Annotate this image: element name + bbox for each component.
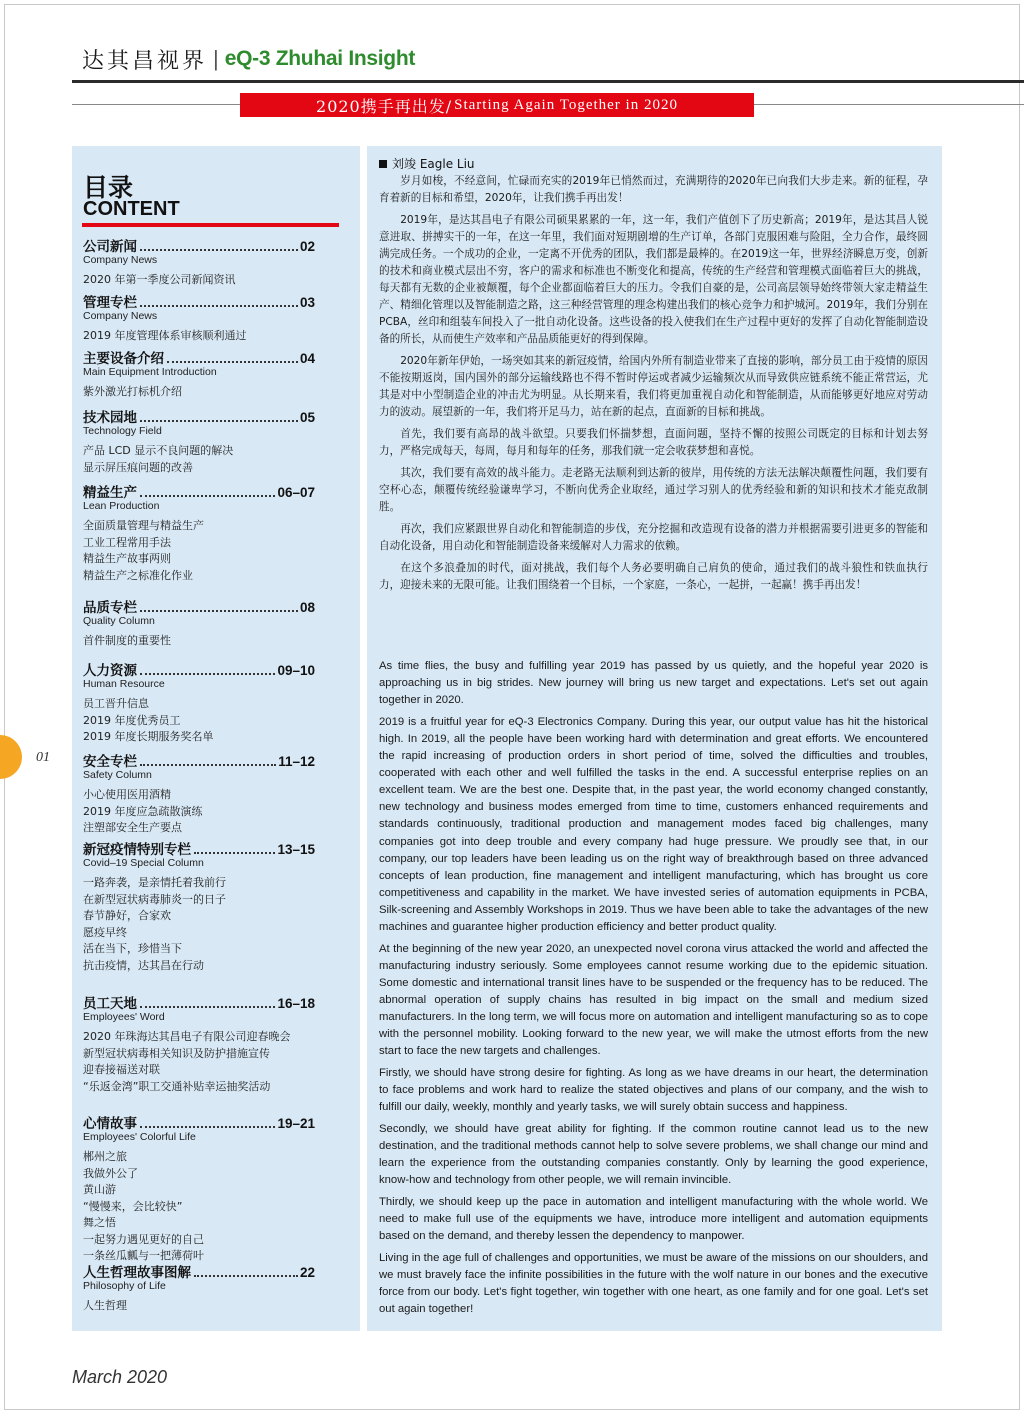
toc-section-title: 新冠疫情特别专栏 bbox=[83, 842, 191, 858]
toc-item[interactable]: 2019 年度应急疏散演练 bbox=[83, 804, 203, 818]
toc-section-title: 员工天地 bbox=[83, 996, 137, 1012]
toc-section-page: 19–21 bbox=[277, 1116, 315, 1131]
toc-item[interactable]: “乐返金湾”职工交通补贴幸运抽奖活动 bbox=[83, 1079, 271, 1093]
toc-section-title: 主要设备介绍 bbox=[83, 351, 164, 367]
toc-item[interactable]: 小心使用医用酒精 bbox=[83, 788, 171, 801]
toc-item[interactable]: 人生哲理 bbox=[83, 1299, 127, 1312]
page-number: 01 bbox=[36, 750, 50, 765]
toc-section-subtitle: Employees' Colorful Life bbox=[83, 1131, 196, 1143]
toc-section-header bbox=[83, 291, 315, 309]
author-name: 刘竣 Eagle Liu bbox=[392, 157, 475, 171]
toc-section[interactable] bbox=[83, 291, 315, 345]
toc-section-header bbox=[83, 406, 315, 424]
toc-item-list bbox=[83, 1149, 315, 1265]
toc-item[interactable]: 郴州之旅 bbox=[83, 1150, 127, 1163]
toc-item[interactable]: 活在当下，珍惜当下 bbox=[83, 942, 182, 955]
toc-section-subtitle: Employees' Word bbox=[83, 1011, 165, 1023]
toc-item[interactable]: 一条丝瓜瓤与一把薄荷叶 bbox=[83, 1249, 204, 1262]
toc-leader-dots bbox=[140, 305, 298, 307]
toc-item[interactable]: 愿疫早终 bbox=[83, 925, 127, 939]
toc-item-list bbox=[83, 875, 315, 974]
article-body-en bbox=[379, 658, 928, 1323]
header-rule bbox=[72, 80, 1024, 83]
toc-section-title: 公司新闻 bbox=[83, 239, 137, 255]
toc-leader-dots bbox=[140, 249, 298, 251]
toc-item[interactable]: 注塑部安全生产要点 bbox=[83, 821, 182, 834]
toc-item-list bbox=[83, 518, 315, 584]
toc-item[interactable]: 抗击疫情，达其昌在行动 bbox=[83, 958, 204, 972]
toc-section-page: 04 bbox=[299, 351, 315, 366]
toc-item[interactable]: 员工晋升信息 bbox=[83, 697, 149, 710]
toc-title-en: CONTENT bbox=[83, 198, 180, 220]
toc-item-list bbox=[83, 328, 315, 345]
toc-section-header bbox=[83, 659, 315, 677]
toc-section-subtitle: Main Equipment Introduction bbox=[83, 366, 217, 378]
article-paragraph-en: 2019 is a fruitful year for eQ-3 Electronics Company. During this year, our output value has hit the historical high. In 2019, all the people have been working hard with determination and great efforts. We encountered the rapid increasing of production orders in short period of time, solved the difficulties and troubles, cooperated with each other and well fulfilled the tasks in the end. A successful enterprise replies on an excellent team. We are the best one. Despite that, in the past year, the world economy changed constantly, new technology and business modes emerged from time to time, customers enhanced requirements and standards continuously, traditional production and management modes faced big challenges, many companies got into deep trouble and every company had huge pressure. We proudly see that, in our company, our top leaders have been leading us on the right way of breakthrough based on three advanced concepts of lean production, fine management and intelligent manufacturing, which has brought us core competitiveness and capability in the market. We have invested series of automation equipments in PCBA, Silk-screening and Assembly Workshops in 2019. Thus we have been able to take the advantages of the new machines and guarantee higher production efficiency and better product quality. bbox=[379, 715, 928, 933]
toc-section[interactable] bbox=[83, 481, 315, 584]
toc-section-header bbox=[83, 992, 315, 1010]
toc-section-page: 13–15 bbox=[277, 842, 315, 857]
toc-item[interactable]: 显示屏压痕问题的改善 bbox=[83, 460, 193, 474]
toc-title-rule bbox=[82, 223, 339, 227]
toc-section[interactable] bbox=[83, 838, 315, 974]
article-paragraph-cn: 2020年新年伊始，一场突如其来的新冠疫情，给国内外所有制造业带来了直接的影响，部分员工由于疫情的原因不能按期返岗，国内国外的部分运输线路也不得不暂时停运或者减少运输频次从而导致供应链系统不能正常营运，尤其是对中小型制造企业的冲击尤为明显。从长期来看，我们将更加重视自动化和智能制造，从而能够更好地应对劳动力的波动。展望新的一年，我们将开足马力，站在新的起点，直面新的目标和挑战。 bbox=[379, 355, 928, 419]
toc-section-subtitle: Technology Field bbox=[83, 425, 162, 437]
toc-leader-dots bbox=[140, 673, 275, 675]
toc-item[interactable]: 精益生产故事两则 bbox=[83, 552, 171, 565]
toc-section[interactable] bbox=[83, 347, 315, 401]
toc-leader-dots bbox=[140, 495, 275, 497]
brand-separator: | bbox=[213, 46, 219, 71]
article-paragraph-en: As time flies, the busy and fulfilling year 2019 has passed by us quietly, and the hopeful year 2020 is approaching us in big strides. New journey will bring us new target and expectations. Let's set out again together in 2020. bbox=[379, 660, 928, 707]
toc-title-cn: 目录 bbox=[83, 173, 134, 202]
toc-section-subtitle: Quality Column bbox=[83, 615, 155, 627]
toc-section-subtitle: Company News bbox=[83, 310, 158, 322]
toc-section-page: 16–18 bbox=[277, 996, 315, 1011]
toc-section-title: 技术园地 bbox=[83, 410, 137, 426]
toc-section[interactable] bbox=[83, 235, 315, 289]
toc-item[interactable]: 我做外公了 bbox=[83, 1166, 138, 1180]
toc-section[interactable] bbox=[83, 1112, 315, 1265]
toc-section-header bbox=[83, 481, 315, 499]
toc-section-title: 人力资源 bbox=[83, 663, 137, 679]
article-paragraph-en: Living in the age full of challenges and opportunities, we must be aware of the missions on our shoulders, and we must bravely face the infinite possibilities in the future with the wolf nature in our bones and the executive force from our body. Let's fight together, win together with one heart, as one family and for one goal. Let's set out again together! bbox=[379, 1251, 928, 1315]
issue-date: March 2020 bbox=[72, 1367, 168, 1387]
toc-leader-dots bbox=[140, 764, 276, 766]
toc-item[interactable]: 舞之悟 bbox=[83, 1216, 116, 1229]
toc-section[interactable] bbox=[83, 750, 315, 837]
toc-section-subtitle: Safety Column bbox=[83, 769, 152, 781]
toc-item[interactable]: 工业工程常用手法 bbox=[83, 535, 171, 549]
toc-item[interactable]: 一起努力遇见更好的自己 bbox=[83, 1232, 204, 1246]
toc-leader-dots bbox=[194, 1275, 298, 1277]
toc-item-list bbox=[83, 696, 315, 746]
toc-item-list bbox=[83, 272, 315, 289]
toc-item[interactable]: 2020 年珠海达其昌电子有限公司迎春晚会 bbox=[83, 1030, 291, 1043]
brand-header bbox=[82, 42, 415, 76]
article-body-cn bbox=[379, 173, 928, 598]
toc-item[interactable]: 精益生产之标准化作业 bbox=[83, 568, 193, 582]
toc-section-header bbox=[83, 347, 315, 365]
toc-section-header bbox=[83, 1112, 315, 1130]
toc-section-page: 08 bbox=[299, 600, 315, 615]
toc-section[interactable] bbox=[83, 1261, 315, 1315]
toc-item[interactable]: 春节静好，合家欢 bbox=[83, 909, 171, 922]
toc-section-title: 品质专栏 bbox=[83, 600, 137, 616]
toc-section-page: 03 bbox=[299, 295, 315, 310]
toc-section-page: 09–10 bbox=[277, 663, 315, 678]
toc-section-page: 06–07 bbox=[277, 485, 315, 500]
toc-item[interactable]: 首件制度的重要性 bbox=[83, 634, 171, 647]
toc-section-subtitle: Philosophy of Life bbox=[83, 1280, 166, 1292]
toc-section-header bbox=[83, 596, 315, 614]
article-paragraph-cn: 2019年，是达其昌电子有限公司硕果累累的一年，这一年，我们产值创下了历史新高；2019年，是达其昌人锐意进取、拼搏实干的一年，在这一年里，我们面对短期剧增的生产订单，各部门克服困难与险阻，全力合作，最终圆满完成任务。一个成功的企业，一定离不开优秀的团队，我们都是最棒的。在2019这一年，世界经济瞬息万变，创新的技术和商业模式层出不穷，客户的需求和标准也不断变化和提高，传统的生产经营和管理模式面临着巨大的挑战，每天都有无数的企业被颠覆，每个企业都面临着巨大的压力。令我们自豪的是，公司高层领导始终带领大家走精益生产、精细化管理以及智能制造之路，这三种经营管理的理念构建出我们的核心竞争力和护城河。2019年，我们分别在PCBA，丝印和组装车间投入了一批自动化设备。这些设备的投入使我们在生产过程中更好的发挥了自动化智能制造设备的所长，从而使生产效率和产品品质能更好的得到保障。 bbox=[379, 213, 928, 346]
toc-item[interactable]: 2019 年度优秀员工 bbox=[83, 713, 181, 727]
toc-section-header bbox=[83, 750, 315, 768]
toc-section-page: 22 bbox=[299, 1265, 315, 1280]
editorial-article bbox=[367, 146, 942, 1331]
toc-item[interactable]: 2020 年第一季度公司新闻资讯 bbox=[83, 273, 236, 286]
toc-item[interactable]: 全面质量管理与精益生产 bbox=[83, 519, 204, 532]
toc-section-title: 人生哲理故事图解 bbox=[83, 1265, 191, 1281]
table-of-contents bbox=[72, 146, 360, 1331]
toc-section-title: 安全专栏 bbox=[83, 754, 137, 770]
banner-title-en: Starting Again Together in 2020 bbox=[454, 96, 678, 113]
article-paragraph-en: Secondly, we should have great ability for fighting. If the common routine cannot lead us to the new destination, and the traditional methods cannot help to solve severe problems, we shall change our mind and learn the experience from the outstanding companies constantly. Only by learning the good experience, know-how and technology from other people, we will remain invincible. bbox=[379, 1122, 928, 1187]
toc-section-header bbox=[83, 1261, 315, 1279]
toc-item[interactable]: 产品 LCD 显示不良问题的解决 bbox=[83, 444, 234, 457]
article-paragraph-cn: 在这个多浪叠加的时代，面对挑战，我们每个人务必要明确自己肩负的使命，通过我们的战斗狼性和铁血执行力，迎接未来的无限可能。让我们围绕着一个目标，一个家庭，一条心，一起拼，一起赢！携手再出发！ bbox=[379, 561, 928, 591]
article-paragraph-cn: 其次，我们要有高效的战斗能力。走老路无法顺利到达新的彼岸，用传统的方法无法解决颠覆性问题，我们要有空杯心态，颠覆传统经验谦卑学习，不断向优秀企业取经，通过学习别人的优秀经验和新的知识和技术才能克敌制胜。 bbox=[379, 466, 928, 514]
article-paragraph-cn: 再次，我们应紧跟世界自动化和智能制造的步伐，充分挖掘和改造现有设备的潜力并根据需要引进更多的智能和自动化设备，用自动化和智能制造设备来缓解对人力需求的依赖。 bbox=[379, 522, 928, 552]
toc-section-subtitle: Human Resource bbox=[83, 678, 165, 690]
toc-section-page: 02 bbox=[299, 239, 315, 254]
toc-item[interactable]: “慢慢来，会比较快” bbox=[83, 1199, 183, 1213]
toc-section-subtitle: Company News bbox=[83, 254, 158, 266]
toc-section-page: 11–12 bbox=[278, 754, 315, 769]
banner-title-cn: 2020携手再出发/ bbox=[316, 96, 453, 116]
toc-section-header bbox=[83, 235, 315, 253]
toc-item-list bbox=[83, 443, 315, 476]
toc-item-list bbox=[83, 384, 315, 401]
toc-section[interactable] bbox=[83, 992, 315, 1095]
toc-item[interactable]: 在新型冠状病毒肺炎一的日子 bbox=[83, 892, 226, 906]
article-paragraph-en: Firstly, we should have strong desire for fighting. As long as we have dreams in our heart, the determination to face problems and work hard to realize the stated objectives and plans of our company, and the wish to fulfill our daily, weekly, monthly and yearly tasks, we will surely obtain success and happiness. bbox=[379, 1066, 928, 1114]
toc-section[interactable] bbox=[83, 406, 315, 476]
toc-section-title: 心情故事 bbox=[83, 1116, 137, 1132]
article-author bbox=[379, 155, 475, 172]
toc-item-list bbox=[83, 1298, 315, 1315]
toc-item[interactable]: 紫外激光打标机介绍 bbox=[83, 385, 182, 398]
article-paragraph-cn: 岁月如梭，不经意间，忙碌而充实的2019年已悄然而过，充满期待的2020年已向我们大步走来。新的征程，孕育着新的目标和希望，2020年，让我们携手再出发！ bbox=[379, 175, 928, 205]
square-bullet-icon bbox=[379, 160, 387, 168]
article-paragraph-en: Thirdly, we should keep up the pace in automation and intelligent manufacturing with the whole world. We need to make full use of the equipments we have, introduce more intelligent and automation equipments based on the demand, and thereby lessen the dependency to manpower. bbox=[379, 1195, 928, 1242]
brand-name-cn: 达其昌视界 bbox=[82, 48, 208, 74]
toc-item[interactable]: 一路奔袭，是亲情托着我前行 bbox=[83, 876, 226, 889]
article-paragraph-en: At the beginning of the new year 2020, an unexpected novel corona virus attacked the world and affected the manufacturing industry seriously. Some employees cannot resume working due to the epidemic situation. Some domestic and international transit lines have to be suspended or the frequency has to be reduced. The abnormal operation of supply chains has resulted in big impact on the small and medium sized manufacturers. In the long term, we will focus more on automation and intelligent manufacturing so as to cope with the personnel mobility. Looking forward to the new year, we will make the utmost efforts from the new start to face the new targets and challenges. bbox=[379, 942, 928, 1058]
toc-leader-dots bbox=[167, 361, 298, 363]
banner-line-left bbox=[72, 104, 240, 105]
toc-item-list bbox=[83, 633, 315, 650]
issue-banner bbox=[240, 93, 754, 117]
toc-section[interactable] bbox=[83, 659, 315, 746]
brand-name-en: eQ-3 Zhuhai Insight bbox=[224, 47, 416, 70]
toc-section-title: 管理专栏 bbox=[83, 295, 137, 311]
toc-section-header bbox=[83, 838, 315, 856]
toc-item[interactable]: 黄山游 bbox=[83, 1183, 116, 1196]
toc-item[interactable]: 2019 年度长期服务奖名单 bbox=[83, 730, 214, 743]
toc-leader-dots bbox=[140, 1006, 275, 1008]
toc-section-page: 05 bbox=[299, 410, 315, 425]
toc-section-title: 精益生产 bbox=[83, 485, 137, 501]
toc-item[interactable]: 迎春接福送对联 bbox=[83, 1063, 160, 1076]
toc-section[interactable] bbox=[83, 596, 315, 650]
toc-leader-dots bbox=[140, 610, 298, 612]
toc-item-list bbox=[83, 1029, 315, 1095]
banner-line-right bbox=[754, 104, 1024, 105]
toc-item-list bbox=[83, 787, 315, 837]
toc-section-subtitle: Covid–19 Special Column bbox=[83, 857, 204, 869]
toc-leader-dots bbox=[140, 420, 298, 422]
toc-section-subtitle: Lean Production bbox=[83, 500, 160, 512]
toc-item[interactable]: 新型冠状病毒相关知识及防护措施宣传 bbox=[83, 1046, 270, 1060]
article-paragraph-cn: 首先，我们要有高昂的战斗欲望。只要我们怀揣梦想，直面问题，坚持不懈的按照公司既定的目标和计划去努力，严格完成每天，每周，每月和每年的任务，那我们就一定会收获梦想和喜悦。 bbox=[379, 428, 928, 458]
toc-item[interactable]: 2019 年度管理体系审核顺利通过 bbox=[83, 329, 247, 342]
toc-leader-dots bbox=[194, 852, 275, 854]
toc-leader-dots bbox=[140, 1126, 275, 1128]
